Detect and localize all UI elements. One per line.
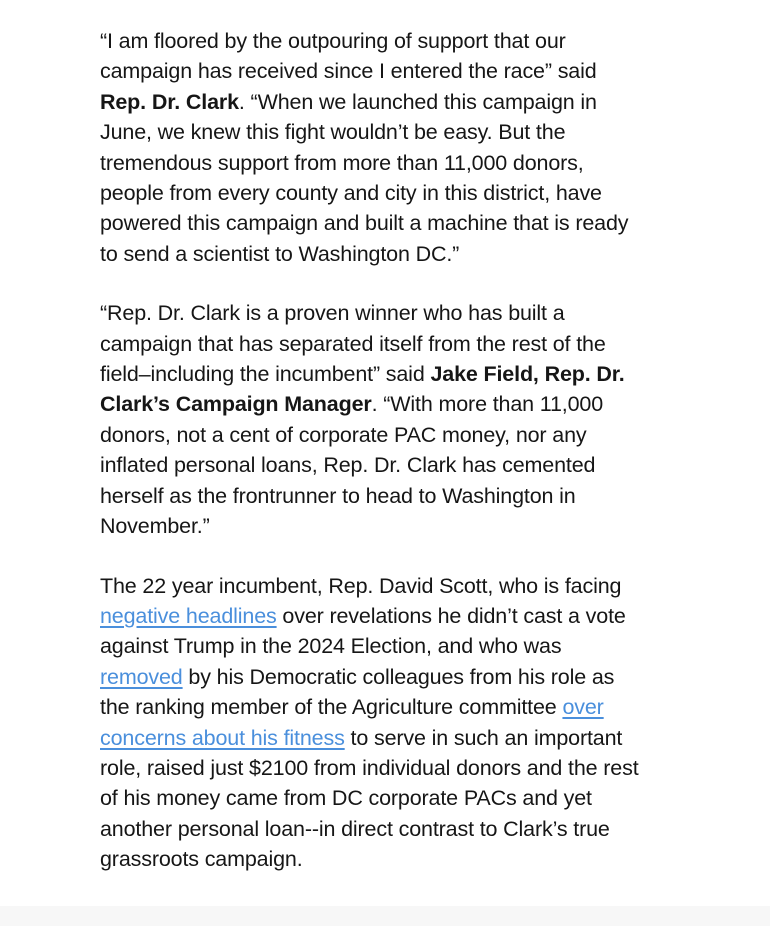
text-line <box>100 662 720 692</box>
text-segment: against Trump in the 2024 Election, and who was <box>100 634 562 659</box>
paragraph-manager-quote <box>100 298 720 541</box>
text-segment: grassroots campaign. <box>100 847 303 872</box>
bold-name: Clark’s Campaign Manager <box>100 392 372 417</box>
text-line <box>100 420 720 450</box>
text-segment: inflated personal loans, Rep. Dr. Clark has cemented <box>100 453 596 478</box>
text-segment: role, raised just $2100 from individual donors and the rest <box>100 755 639 780</box>
text-line <box>100 631 720 661</box>
text-segment: . “With more than 11,000 <box>371 392 604 417</box>
text-segment: another personal loan--in direct contrast to Clark’s true <box>100 816 610 841</box>
text-segment: . “When we launched this campaign in <box>238 89 597 114</box>
text-line <box>100 692 720 722</box>
link-removed[interactable]: removed <box>100 664 183 689</box>
link-over[interactable]: over <box>562 695 604 720</box>
text-line <box>100 117 720 147</box>
text-line <box>100 481 720 511</box>
text-line <box>100 814 720 844</box>
text-segment: by his Democratic colleagues from his role as <box>182 664 615 689</box>
text-segment: donors, not a cent of corporate PAC money, nor any <box>100 422 587 447</box>
text-line <box>100 359 720 389</box>
text-line <box>100 783 720 813</box>
paragraph-clark-quote <box>100 26 720 269</box>
text-segment: “I am floored by the outpouring of support that our <box>100 29 566 53</box>
text-line <box>100 753 720 783</box>
text-segment: “Rep. Dr. Clark is a proven winner who has built a <box>100 301 565 326</box>
text-line <box>100 208 720 238</box>
text-line <box>100 601 720 631</box>
text-line <box>100 844 720 874</box>
link-concerns-about-his-fitness[interactable]: concerns about his fitness <box>100 725 345 750</box>
text-line <box>100 178 720 208</box>
text-segment: June, we knew this fight wouldn’t be easy. But the <box>100 120 566 145</box>
text-line <box>100 389 720 419</box>
text-segment: over revelations he didn’t cast a vote <box>276 603 626 628</box>
text-segment: people from every county and city in this district, have <box>100 181 602 206</box>
text-segment: the ranking member of the Agriculture committee <box>100 695 563 720</box>
text-segment: November.” <box>100 514 210 539</box>
text-line <box>100 329 720 359</box>
press-release-body <box>100 26 720 904</box>
text-line <box>100 511 720 541</box>
text-line <box>100 239 720 269</box>
bold-name: Rep. Dr. Clark <box>100 89 239 114</box>
text-line <box>100 298 720 328</box>
text-line <box>100 723 720 753</box>
text-line <box>100 87 720 117</box>
paragraph-incumbent <box>100 571 720 875</box>
bold-name: Jake Field, Rep. Dr. <box>430 362 625 387</box>
text-segment: herself as the frontrunner to head to Washington in <box>100 483 576 508</box>
text-line <box>100 26 720 56</box>
text-segment: powered this campaign and built a machine that is ready <box>100 211 629 236</box>
text-segment: The 22 year incumbent, Rep. David Scott, who is facing <box>100 573 622 598</box>
text-line <box>100 148 720 178</box>
bottom-fade <box>0 906 770 926</box>
text-line <box>100 450 720 480</box>
text-line <box>100 56 720 86</box>
text-segment: campaign that has separated itself from the rest of the <box>100 331 606 356</box>
text-segment: of his money came from DC corporate PACs and yet <box>100 786 592 811</box>
text-segment: to serve in such an important <box>344 725 623 750</box>
text-segment: tremendous support from more than 11,000 donors, <box>100 150 584 175</box>
text-segment: field–including the incumbent” said <box>100 362 431 387</box>
text-segment: to send a scientist to Washington DC.” <box>100 241 460 266</box>
text-line <box>100 571 720 601</box>
link-negative-headlines[interactable]: negative headlines <box>100 603 277 628</box>
text-segment: campaign has received since I entered the race” said <box>100 59 597 84</box>
